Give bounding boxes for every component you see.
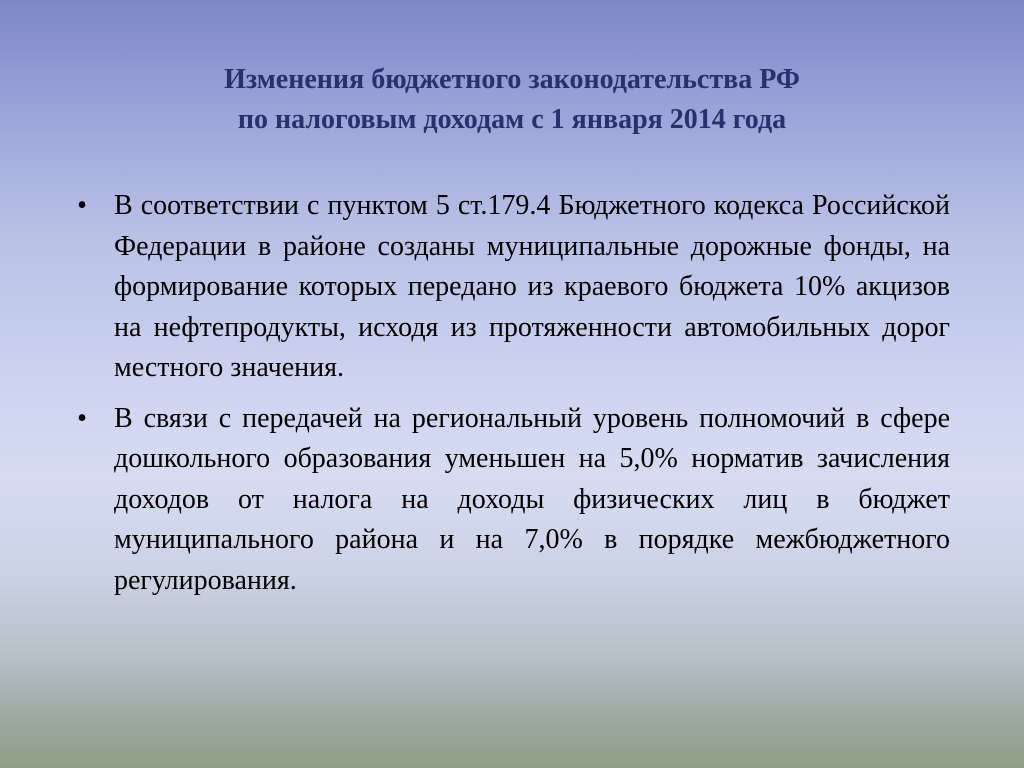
bullet-marker: • <box>77 402 87 434</box>
bullet-text: В связи с передачей на региональный уровень полномочий в сфере дошкольного образования уменьшен на 5,0% норматив зачисления доходов от налога на доходы физических лиц в бюджет муниципального района и на 7,0% в порядке межбюджетного регулирования. <box>114 402 950 596</box>
bullet-list <box>72 186 950 611</box>
bullet-item-road-funds <box>72 186 950 389</box>
bullet-text: В соответствии с пунктом 5 ст.179.4 Бюджетного кодекса Российской Федерации в районе созданы муниципальные дорожные фонды, на формирование которых передано из краевого бюджета 10% акцизов на нефтепродукты, исходя из протяженности автомобильных дорог местного значения. <box>114 190 950 383</box>
slide-title <box>100 60 924 140</box>
slide-title-line-2: по налоговым доходам с 1 января 2014 года <box>237 104 787 135</box>
bullet-marker: • <box>77 190 87 221</box>
bullet-item-income-tax <box>72 399 950 602</box>
slide-title-line-1: Изменения бюджетного законодательства РФ <box>224 64 800 95</box>
